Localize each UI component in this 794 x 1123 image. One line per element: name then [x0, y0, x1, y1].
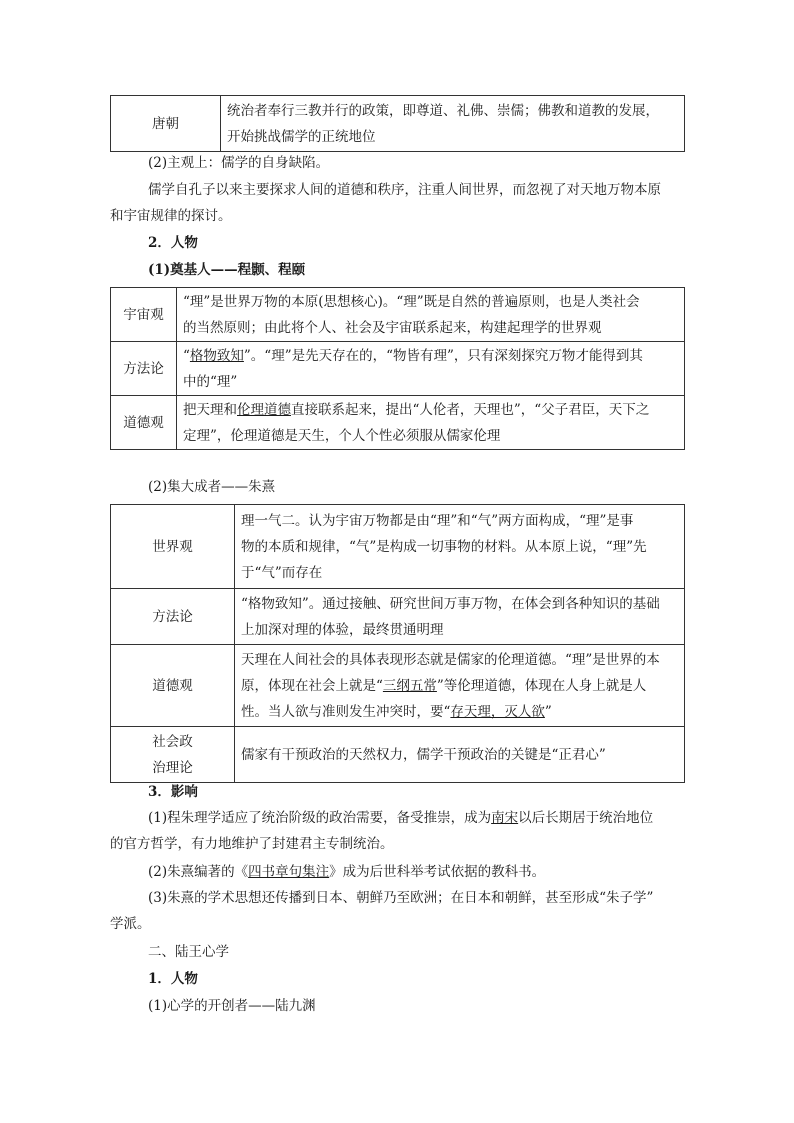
cheng-cosmology-line-2: 的当然原则；由此将个人、社会及宇宙联系起来，构建起理学的世界观 [183, 319, 602, 336]
cheng-cosmology-content [177, 288, 685, 342]
cheng-table [110, 287, 685, 450]
subjective-para-2: 和宇宙规律的探讨。 [110, 208, 232, 224]
text-span: (2)朱熹编著的《 [148, 864, 249, 880]
cheng-moral-content [177, 396, 685, 450]
underlined-term: 伦理道德 [237, 401, 291, 418]
impact-1-line-1 [148, 808, 685, 828]
impact-3-line-1: (3)朱熹的学术思想还传播到日本、朝鲜乃至欧洲；在日本和朝鲜，甚至形成“朱子学” [148, 890, 654, 906]
cheng-moral-line-1 [183, 397, 680, 423]
tang-line-1: 统治者奉行三教并行的政策，即尊道、礼佛、崇儒；佛教和道教的发展， [227, 102, 659, 119]
zhuxi-table [110, 504, 685, 783]
tang-table [110, 95, 685, 152]
cheng-cosmology-label: 宇宙观 [111, 288, 177, 342]
tang-label: 唐朝 [111, 96, 221, 152]
underlined-term: 三纲五常 [382, 677, 437, 694]
zhuxi-moral-line-1: 天理在人间社会的具体表现形态就是儒家的伦理道德。“理”是世界的本 [241, 651, 660, 668]
zhuxi-moral-line-2 [241, 673, 680, 699]
zhuxi-moral-content [235, 645, 685, 727]
lu-jiuyuan-title: (1)心学的开创者——陆九渊 [148, 998, 316, 1014]
zhuxi-worldview-label: 世界观 [111, 505, 235, 589]
underlined-term: 格物致知 [189, 347, 244, 364]
cheng-method-label: 方法论 [111, 342, 177, 396]
table-row [111, 505, 685, 589]
part2-title: 二、陆王心学 [148, 944, 229, 960]
zhuxi-politics-label [111, 727, 235, 783]
tang-content [221, 96, 685, 152]
founders-title: (1)奠基人——程颢、程颐 [148, 262, 306, 278]
table-row [111, 645, 685, 727]
zhuxi-worldview-line-2: 物的本质和规律，“气”是构成一切事物的材料。从本原上说，“理”先 [241, 538, 647, 555]
zhuxi-title: (2)集大成者——朱熹 [148, 479, 276, 495]
text-span: 性。当人欲与准则发生冲突时，要“ [241, 703, 451, 720]
text-span: 以后长期居于统治地位 [518, 810, 654, 826]
zhuxi-politics-content: 儒家有干预政治的天然权力，儒学干预政治的关键是“正君心” [235, 727, 685, 783]
impact-3-line-2: 学派。 [110, 916, 151, 932]
zhuxi-worldview-content [235, 505, 685, 589]
underlined-term: 存天理，灭人欲 [450, 703, 545, 720]
part2-subtitle: 1．人物 [148, 971, 198, 987]
text-span: 把天理和 [183, 401, 237, 418]
tang-line-2: 开始挑战儒学的正统地位 [227, 128, 376, 145]
cheng-method-line-1 [183, 343, 680, 369]
table-row [111, 288, 685, 342]
text-span: 直接联系起来，提出“人伦者，天理也”，“父子君臣，天下之 [291, 401, 650, 418]
text-span: “ [183, 347, 190, 364]
cheng-moral-label: 道德观 [111, 396, 177, 450]
table-row [111, 396, 685, 450]
text-span: ”。“理”是先天存在的，“物皆有理”，只有深刻探究万物才能得到其 [243, 347, 643, 364]
zhuxi-method-line-2: 上加深对理的体验，最终贯通明理 [241, 621, 444, 638]
table-row [111, 342, 685, 396]
cheng-method-line-2: 中的“理” [183, 373, 238, 390]
zhuxi-worldview-line-3: 于“气”而存在 [241, 564, 323, 581]
underlined-term: 四书章句集注 [248, 864, 330, 880]
section2-title: 2．人物 [148, 235, 198, 251]
underlined-term: 南宋 [491, 810, 519, 826]
zhuxi-moral-label: 道德观 [111, 645, 235, 727]
table-row [111, 96, 685, 152]
text-span: ” [544, 703, 552, 720]
subjective-para-1: 儒学自孔子以来主要探求人间的道德和秩序，注重人间世界，而忽视了对天地万物本原 [148, 182, 661, 198]
table-row [111, 589, 685, 645]
zhuxi-moral-line-3 [241, 699, 680, 725]
text-span: (1)程朱理学适应了统治阶级的政治需要，备受推崇，成为 [148, 810, 492, 826]
text-span: ”等伦理道德，体现在人身上就是人 [436, 677, 647, 694]
table-row [111, 727, 685, 783]
zhuxi-method-line-1: “格物致知”。通过接触、研究世间万事万物，在体会到各种知识的基础 [241, 595, 660, 612]
section3-title: 3．影响 [148, 784, 198, 800]
text-span: 》成为后世科举考试依据的教科书。 [329, 864, 546, 880]
zhuxi-method-content [235, 589, 685, 645]
cheng-method-content [177, 342, 685, 396]
zhuxi-politics-label-1: 社会政 [152, 733, 193, 750]
cheng-moral-line-2: 定理”，伦理道德是天生，个人个性必须服从儒家伦理 [183, 427, 501, 444]
zhuxi-method-label: 方法论 [111, 589, 235, 645]
impact-2 [148, 862, 685, 882]
zhuxi-worldview-line-1: 理一气二。认为宇宙万物都是由“理”和“气”两方面构成，“理”是事 [241, 512, 634, 529]
text-span: 原，体现在社会上就是“ [241, 677, 383, 694]
cheng-cosmology-line-1: “理”是世界万物的本原(思想核心)。“理”既是自然的普遍原则，也是人类社会 [183, 293, 640, 310]
subjective-heading: (2)主观上：儒学的自身缺陷。 [148, 155, 330, 171]
impact-1-line-2: 的官方哲学，有力地维护了封建君主专制统治。 [110, 836, 394, 852]
zhuxi-politics-label-2: 治理论 [152, 759, 193, 776]
